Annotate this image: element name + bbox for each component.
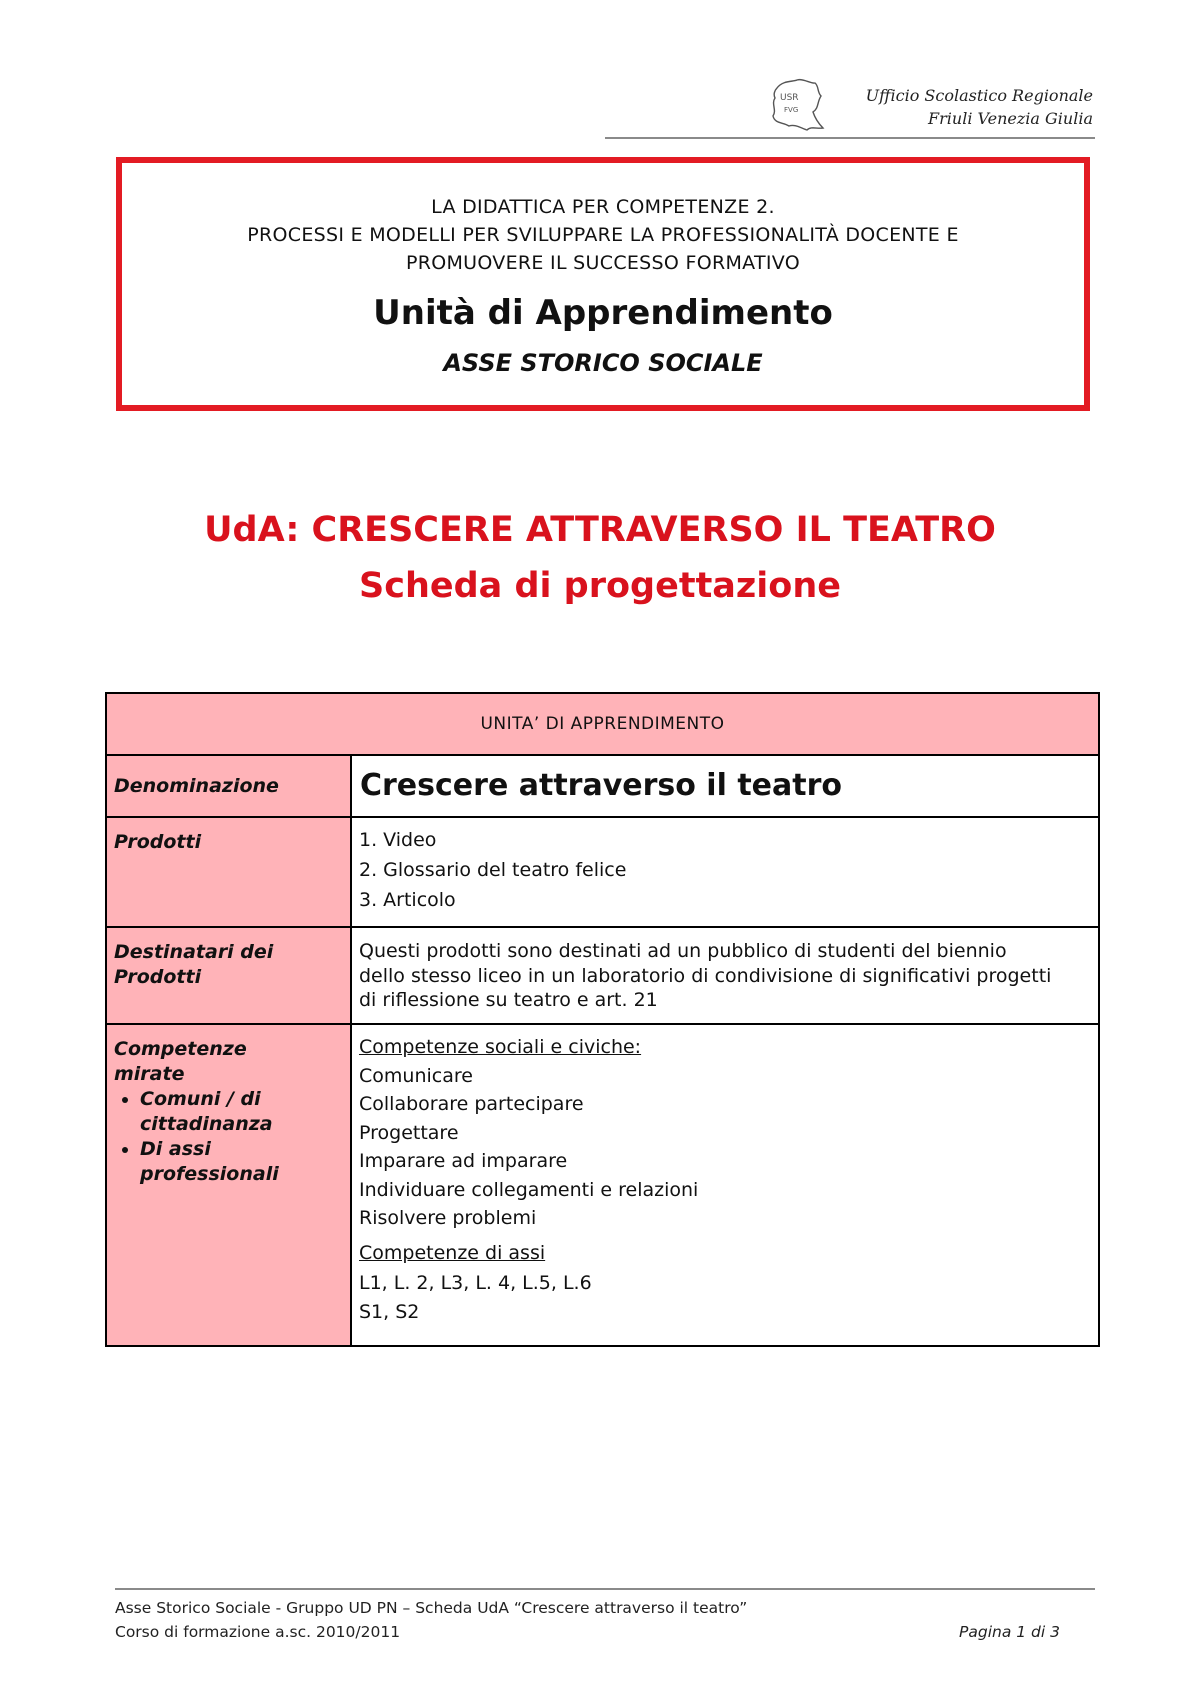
competenze-label xyxy=(106,1024,351,1346)
prodotti-label: Prodotti xyxy=(106,817,351,927)
title-box xyxy=(116,157,1090,411)
uda-subtitle: Scheda di progettazione xyxy=(358,566,841,606)
competenze-label-line-2: mirate xyxy=(114,1063,185,1085)
prodotti-list xyxy=(351,817,1099,927)
list-item: Progettare xyxy=(359,1121,459,1144)
course-line-3: PROMUOVERE IL SUCCESSO FORMATIVO xyxy=(405,252,801,274)
list-item: Individuare collegamenti e relazioni xyxy=(359,1178,699,1201)
destinatari-label xyxy=(106,927,351,1024)
denominazione-label: Denominazione xyxy=(106,755,351,817)
unit-label: Unità di Apprendimento xyxy=(373,293,833,333)
usr-fvg-logo xyxy=(767,74,829,136)
logo-text-usr: USR xyxy=(780,93,799,103)
denominazione-value: Crescere attraverso il teatro xyxy=(351,755,1099,817)
footer-line-1: Asse Storico Sociale - Gruppo UD PN – Scheda UdA “Crescere attraverso il teatro” xyxy=(115,1599,748,1617)
course-line-2: PROCESSI E MODELLI PER SVILUPPARE LA PROFESSIONALITÀ DOCENTE E xyxy=(247,224,959,246)
destinatari-label-line-1: Destinatari dei xyxy=(114,941,274,963)
destinatari-text xyxy=(351,927,1099,1024)
office-name xyxy=(866,84,1093,130)
logo-text-fvg: FVG xyxy=(784,106,799,114)
list-item: Risolvere problemi xyxy=(359,1207,537,1229)
destinatari-label-line-2: Prodotti xyxy=(114,966,202,988)
destinatari-line: Questi prodotti sono destinati ad un pubblico di studenti del biennio xyxy=(359,940,1007,962)
list-item: 2. Glossario del teatro felice xyxy=(359,859,627,881)
table-header: UNITA’ DI APPRENDIMENTO xyxy=(106,693,1099,755)
competenze-label-line-1: Competenze xyxy=(114,1038,247,1060)
list-item: L1, L. 2, L3, L. 4, L.5, L.6 xyxy=(359,1272,592,1294)
competenze-content xyxy=(351,1024,1099,1346)
list-item: Imparare ad imparare xyxy=(359,1150,568,1172)
course-title xyxy=(122,193,1084,277)
bullet-assi: • Di assi professionali xyxy=(140,1137,344,1187)
page-footer xyxy=(115,1596,1060,1644)
destinatari-line: dello stesso liceo in un laboratorio di condivisione di significativi progetti xyxy=(359,964,1052,987)
footer-divider xyxy=(115,1588,1095,1590)
uda-title: UdA: CRESCERE ATTRAVERSO IL TEATRO xyxy=(204,510,996,550)
list-item: Collaborare partecipare xyxy=(359,1093,584,1115)
page-number: Pagina 1 di 3 xyxy=(959,1623,1060,1641)
list-item: S1, S2 xyxy=(359,1300,420,1323)
list-item: 3. Articolo xyxy=(359,889,456,911)
uda-table xyxy=(105,692,1100,1347)
destinatari-line: di riflessione su teatro e art. 21 xyxy=(359,989,658,1011)
office-line-2: Friuli Venezia Giulia xyxy=(928,109,1093,128)
office-line-1: Ufficio Scolastico Regionale xyxy=(865,86,1093,105)
course-line-1: LA DIDATTICA PER COMPETENZE 2. xyxy=(431,196,775,218)
header-divider xyxy=(605,137,1095,139)
bullet-comuni: • Comuni / di cittadinanza xyxy=(140,1087,344,1137)
list-item: Comunicare xyxy=(359,1064,473,1087)
list-item: 1. Video xyxy=(359,829,437,851)
axes-heading: Competenze di assi xyxy=(359,1241,546,1264)
competenze-bullets xyxy=(114,1087,344,1187)
social-heading: Competenze sociali e civiche: xyxy=(359,1036,642,1058)
footer-line-2: Corso di formazione a.sc. 2010/2011 xyxy=(115,1623,401,1641)
page-header xyxy=(605,70,1095,140)
axis-label: ASSE STORICO SOCIALE xyxy=(443,349,763,377)
